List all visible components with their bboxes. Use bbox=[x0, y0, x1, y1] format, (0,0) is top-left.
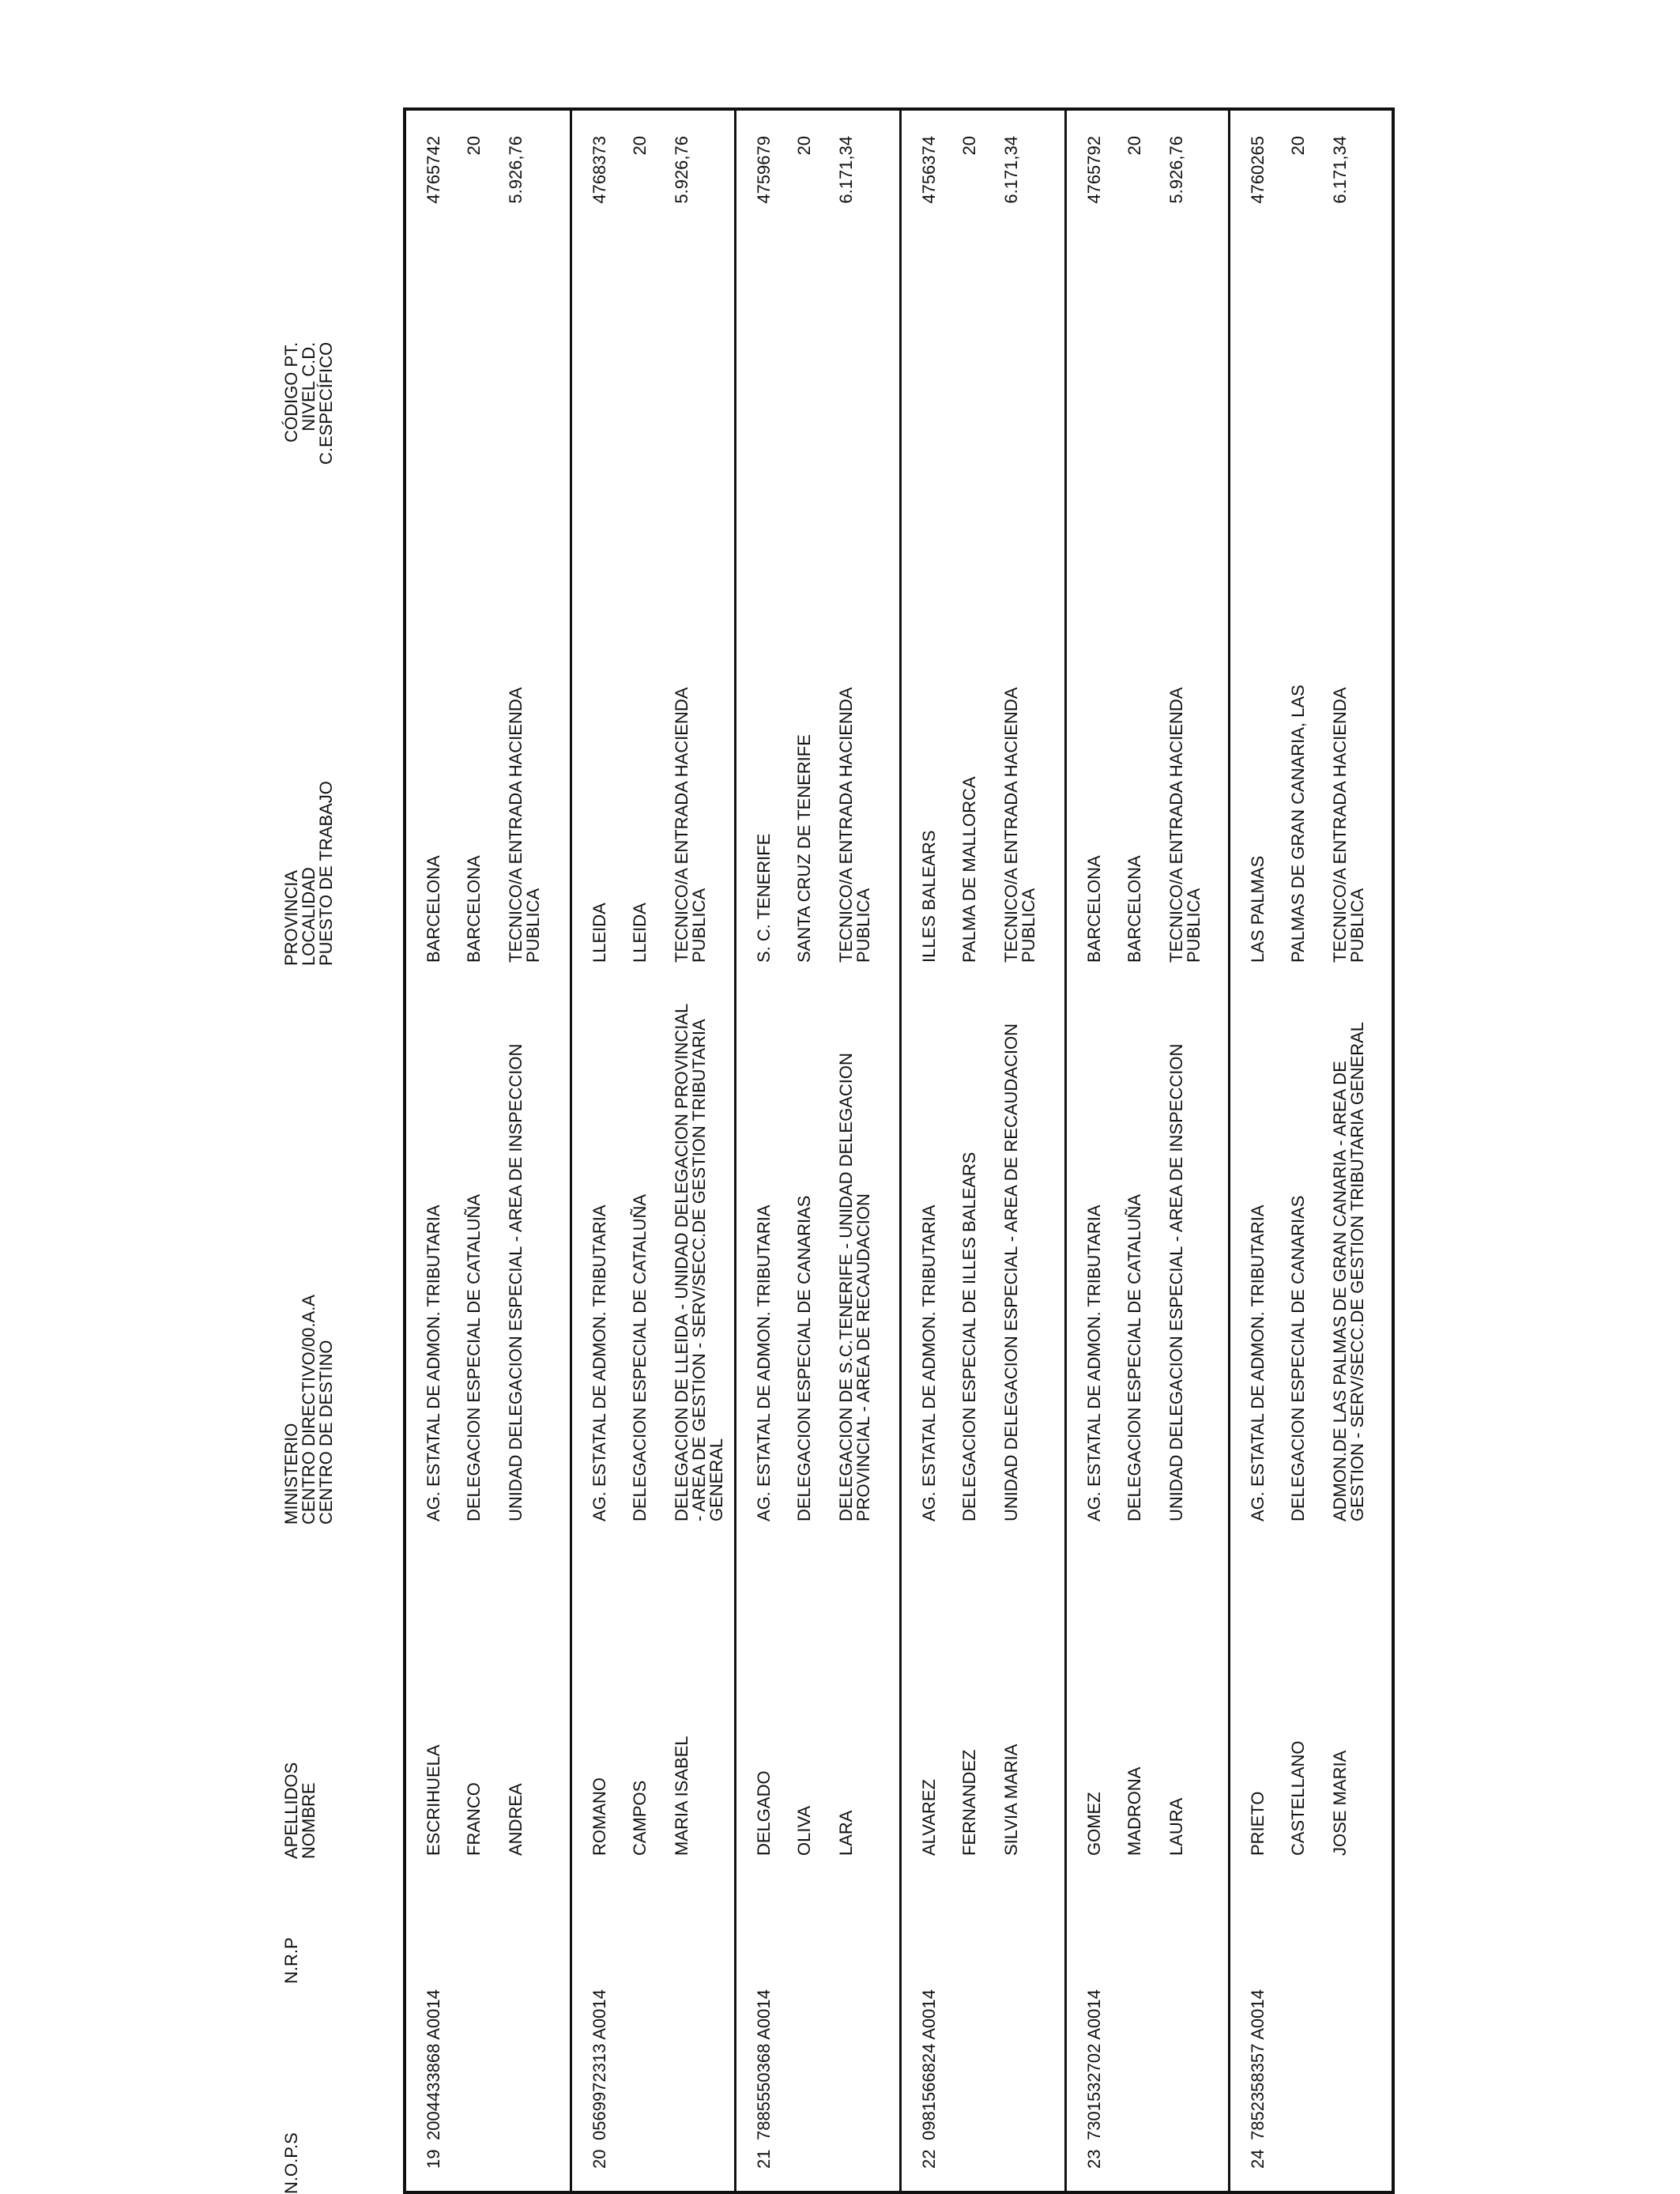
record-provincia: BARCELONA bbox=[424, 855, 443, 963]
record-centro-directivo: DELEGACION ESPECIAL DE CANARIAS bbox=[794, 1195, 814, 1521]
record-centro-directivo: DELEGACION ESPECIAL DE CATALUÑA bbox=[630, 1193, 650, 1521]
table-row bbox=[570, 111, 734, 2191]
record-ministerio: AG. ESTATAL DE ADMON. TRIBUTARIA bbox=[1084, 1204, 1104, 1521]
record-nops: 21 bbox=[754, 2149, 774, 2169]
record-codigo: 4768373 bbox=[590, 136, 609, 204]
record-nops: 20 bbox=[590, 2149, 609, 2169]
record-apellido2: FERNANDEZ bbox=[959, 1749, 979, 1856]
header-name bbox=[283, 1762, 386, 1859]
record-nombre: ANDREA bbox=[506, 1783, 525, 1856]
record-especifico: 5.926,76 bbox=[672, 136, 691, 204]
record-centro-destino: UNIDAD DELEGACION ESPECIAL - AREA DE INSPECCION bbox=[506, 1043, 525, 1521]
header-codigo-label: CÓDIGO PT. bbox=[281, 341, 301, 443]
record-nops: 19 bbox=[424, 2149, 443, 2169]
record-nivel: 20 bbox=[794, 136, 814, 156]
table-row bbox=[1064, 111, 1228, 2191]
record-ministerio: AG. ESTATAL DE ADMON. TRIBUTARIA bbox=[1248, 1204, 1268, 1521]
header-localidad-label: LOCALIDAD bbox=[299, 867, 318, 966]
header-nops bbox=[283, 2132, 386, 2194]
header-codigo bbox=[283, 342, 386, 465]
record-nivel: 20 bbox=[1124, 136, 1144, 156]
record-nivel: 20 bbox=[959, 136, 979, 156]
record-nivel: 20 bbox=[1288, 136, 1308, 156]
record-apellido1: ESCRIHUELA bbox=[424, 1744, 443, 1856]
record-especifico: 6.171,34 bbox=[1330, 136, 1350, 204]
record-nombre: JOSE MARIA bbox=[1330, 1750, 1350, 1856]
record-nrp: 2004433868 A0014 bbox=[424, 1989, 443, 2140]
record-localidad: BARCELONA bbox=[1124, 855, 1144, 963]
record-localidad: BARCELONA bbox=[464, 855, 484, 963]
record-puesto: TECNICO/A ENTRADA HACIENDA PUBLICA bbox=[1166, 688, 1203, 963]
record-provincia: LLEIDA bbox=[590, 903, 609, 963]
record-nops: 22 bbox=[919, 2149, 939, 2169]
record-apellido2: MADRONA bbox=[1124, 1766, 1144, 1856]
record-localidad: LLEIDA bbox=[630, 903, 650, 963]
header-nombre-label: NOMBRE bbox=[299, 1782, 318, 1859]
header-centro-directivo-label: CENTRO DIRECTIVO/00.A.A bbox=[299, 1295, 318, 1525]
record-nombre: LAURA bbox=[1166, 1797, 1186, 1856]
header-apellidos-label: APELLIDOS bbox=[281, 1762, 301, 1859]
record-apellido2: CASTELLANO bbox=[1288, 1740, 1308, 1856]
record-provincia: S. C. TENERIFE bbox=[754, 833, 774, 963]
record-nops: 24 bbox=[1248, 2149, 1268, 2169]
record-ministerio: AG. ESTATAL DE ADMON. TRIBUTARIA bbox=[424, 1204, 443, 1521]
record-apellido1: DELGADO bbox=[754, 1770, 774, 1856]
record-apellido1: ROMANO bbox=[590, 1777, 609, 1856]
record-nombre: LARA bbox=[836, 1810, 856, 1856]
header-nrp bbox=[283, 1937, 386, 1984]
record-puesto: TECNICO/A ENTRADA HACIENDA PUBLICA bbox=[672, 688, 709, 963]
record-centro-directivo: DELEGACION ESPECIAL DE CATALUÑA bbox=[1124, 1193, 1144, 1521]
record-codigo: 4759679 bbox=[754, 136, 774, 204]
record-puesto: TECNICO/A ENTRADA HACIENDA PUBLICA bbox=[1001, 688, 1038, 963]
header-provincia-label: PROVINCIA bbox=[281, 869, 301, 966]
record-nivel: 20 bbox=[630, 136, 650, 156]
header-provincia bbox=[283, 781, 386, 966]
record-provincia: ILLES BALEARS bbox=[919, 830, 939, 963]
record-nrp: 7885550368 A0014 bbox=[754, 1989, 774, 2140]
record-puesto: TECNICO/A ENTRADA HACIENDA PUBLICA bbox=[506, 688, 543, 963]
record-especifico: 5.926,76 bbox=[506, 136, 525, 204]
record-nombre: MARIA ISABEL bbox=[672, 1736, 691, 1856]
record-apellido2: FRANCO bbox=[464, 1782, 484, 1856]
record-puesto: TECNICO/A ENTRADA HACIENDA PUBLICA bbox=[836, 688, 873, 963]
record-apellido2: OLIVA bbox=[794, 1805, 814, 1856]
record-centro-destino: UNIDAD DELEGACION ESPECIAL - AREA DE RECAUDACION bbox=[1001, 1023, 1021, 1521]
records-table bbox=[403, 107, 1395, 2194]
record-puesto: TECNICO/A ENTRADA HACIENDA PUBLICA bbox=[1330, 688, 1367, 963]
record-codigo: 4760265 bbox=[1248, 136, 1268, 204]
record-centro-destino: ADMON.DE LAS PALMAS DE GRAN CANARIA - AREA DE GESTION - SERV/SECC.DE GESTION TRIBUTARIA GENERAL bbox=[1330, 1021, 1367, 1521]
record-centro-directivo: DELEGACION ESPECIAL DE CANARIAS bbox=[1288, 1195, 1308, 1521]
record-centro-directivo: DELEGACION ESPECIAL DE CATALUÑA bbox=[464, 1193, 484, 1521]
record-apellido1: PRIETO bbox=[1248, 1791, 1268, 1856]
record-localidad: PALMAS DE GRAN CANARIA, LAS bbox=[1288, 684, 1308, 963]
header-ministerio bbox=[283, 1295, 386, 1525]
record-codigo: 4765742 bbox=[424, 136, 443, 204]
record-nrp: 7852358357 A0014 bbox=[1248, 1989, 1268, 2140]
record-centro-destino: DELEGACION DE S.C.TENERIFE - UNIDAD DELEGACION PROVINCIAL - AREA DE RECAUDACION bbox=[836, 1053, 873, 1521]
record-nrp: 7301532702 A0014 bbox=[1084, 1989, 1104, 2140]
header-ministerio-label: MINISTERIO bbox=[281, 1423, 301, 1525]
header-centro-destino-label: CENTRO DE DESTINO bbox=[316, 1340, 336, 1525]
record-especifico: 6.171,34 bbox=[836, 136, 856, 204]
record-nrp: 0981566824 A0014 bbox=[919, 1989, 939, 2140]
record-apellido1: GOMEZ bbox=[1084, 1792, 1104, 1856]
record-localidad: SANTA CRUZ DE TENERIFE bbox=[794, 734, 814, 963]
record-ministerio: AG. ESTATAL DE ADMON. TRIBUTARIA bbox=[590, 1204, 609, 1521]
header-puesto-label: PUESTO DE TRABAJO bbox=[316, 781, 336, 966]
table-row bbox=[1228, 111, 1395, 2191]
record-codigo: 4765792 bbox=[1084, 136, 1104, 204]
record-ministerio: AG. ESTATAL DE ADMON. TRIBUTARIA bbox=[919, 1204, 939, 1521]
record-nivel: 20 bbox=[464, 136, 484, 156]
record-centro-directivo: DELEGACION ESPECIAL DE ILLES BALEARS bbox=[959, 1152, 979, 1521]
record-provincia: LAS PALMAS bbox=[1248, 855, 1268, 963]
record-provincia: BARCELONA bbox=[1084, 855, 1104, 963]
record-localidad: PALMA DE MALLORCA bbox=[959, 776, 979, 963]
header-nivel-label: NIVEL C.D. bbox=[299, 341, 318, 432]
record-apellido2: CAMPOS bbox=[630, 1780, 650, 1856]
record-especifico: 6.171,34 bbox=[1001, 136, 1021, 204]
record-apellido1: ALVAREZ bbox=[919, 1779, 939, 1856]
table-row bbox=[899, 111, 1064, 2191]
header-nrp-label: N.R.P bbox=[281, 1937, 301, 1984]
record-ministerio: AG. ESTATAL DE ADMON. TRIBUTARIA bbox=[754, 1204, 774, 1521]
record-especifico: 5.926,76 bbox=[1166, 136, 1186, 204]
record-nops: 23 bbox=[1084, 2149, 1104, 2169]
record-codigo: 4756374 bbox=[919, 136, 939, 204]
record-centro-destino: UNIDAD DELEGACION ESPECIAL - AREA DE INSPECCION bbox=[1166, 1043, 1186, 1521]
header-especifico-label: C.ESPECÍFICO bbox=[316, 341, 336, 465]
record-nombre: SILVIA MARIA bbox=[1001, 1744, 1021, 1856]
table-row bbox=[734, 111, 899, 2191]
record-centro-destino: DELEGACION DE LLEIDA - UNIDAD DELEGACION PROVINCIAL - AREA DE GESTION - SERV/SECC.DE GESTION TRIBUTARIA GENERAL bbox=[672, 1004, 726, 1521]
table-row bbox=[406, 111, 570, 2191]
record-nrp: 0569972313 A0014 bbox=[590, 1989, 609, 2140]
header-nops-label: N.O.P.S bbox=[281, 2132, 301, 2194]
